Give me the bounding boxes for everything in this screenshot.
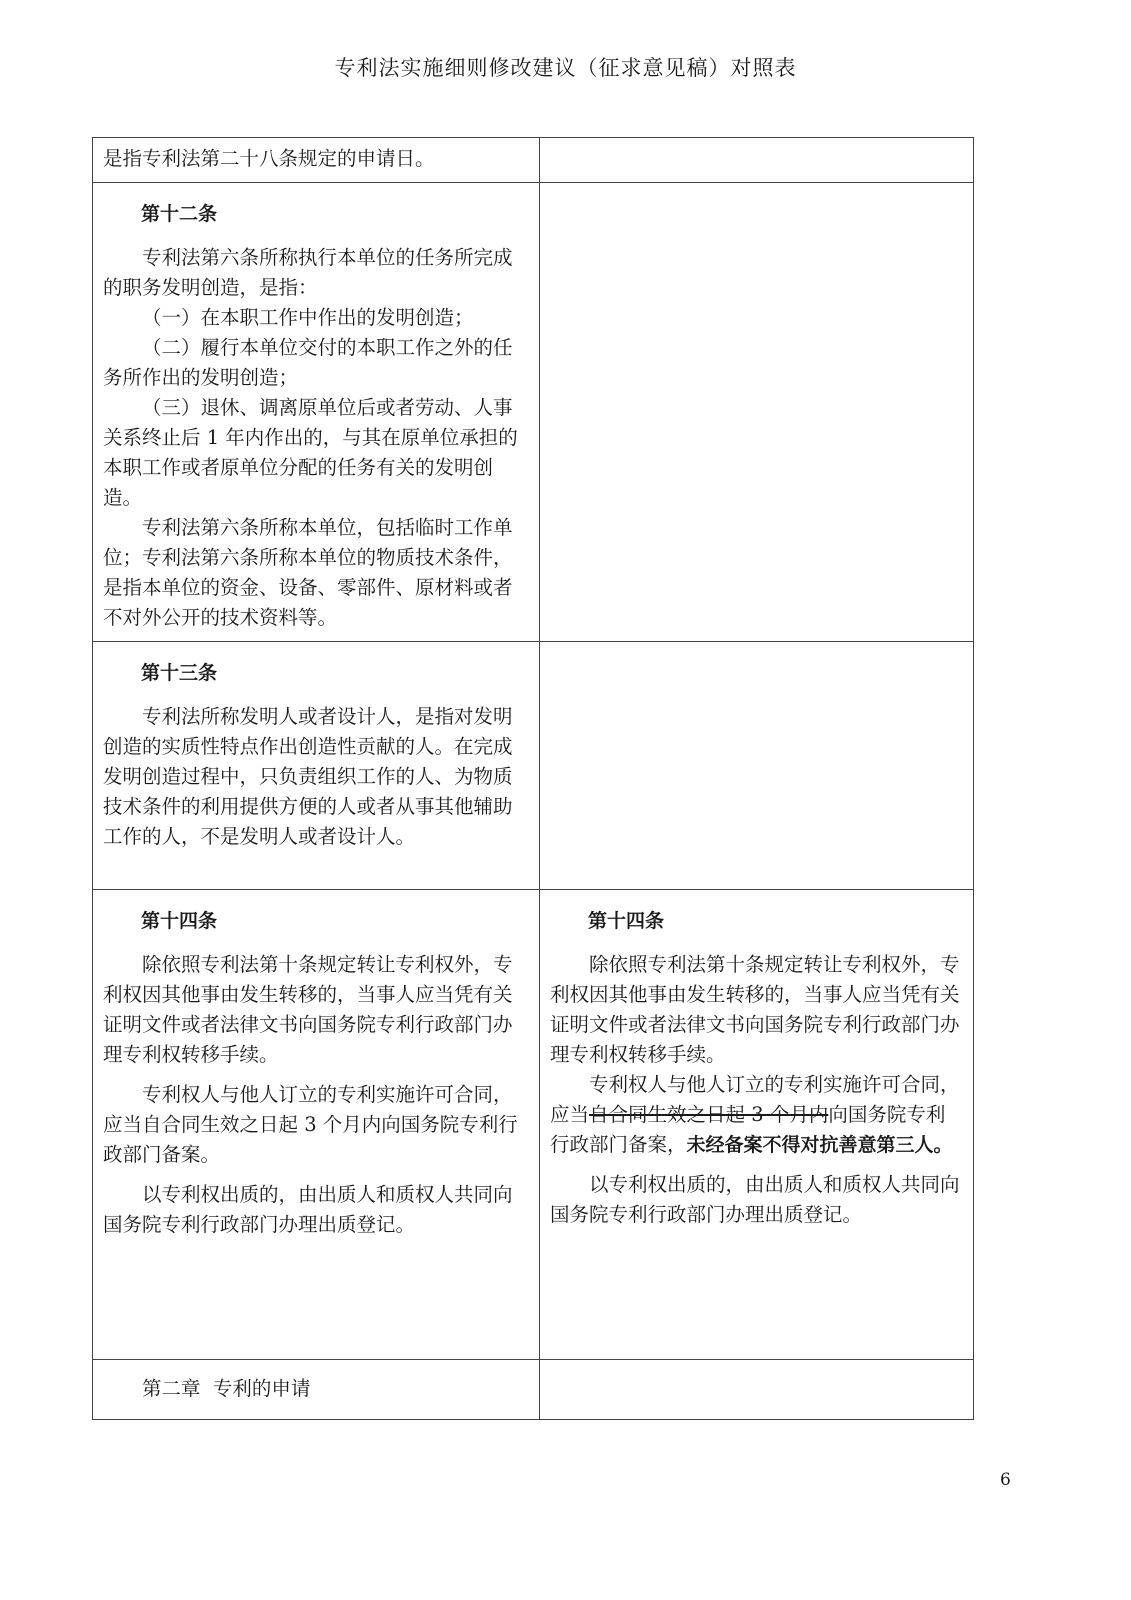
paragraph: （三）退休、调离原单位后或者劳动、人事关系终止后 1 年内作出的，与其在原单位承担的本职工作或者原单位分配的任务有关的发明创造。 (103, 396, 518, 509)
article-heading: 第十二条 (141, 203, 218, 225)
added-text: 未经备案不得对抗善意第三人。 (686, 1134, 953, 1156)
page-number: 6 (1000, 1470, 1011, 1490)
table-row (93, 890, 974, 1360)
original-cell (93, 1360, 540, 1420)
revised-cell (540, 642, 974, 890)
paragraph: 专利法第六条所称执行本单位的任务所完成的职务发明创造，是指： (103, 246, 513, 299)
paragraph: 专利法第六条所称本单位，包括临时工作单位；专利法第六条所称本单位的物质技术条件，是指本单位的资金、设备、零部件、原材料或者不对外公开的技术资料等。 (103, 516, 513, 629)
original-cell (93, 138, 540, 183)
deleted-text: 自合同生效之日起 3 个月内 (589, 1103, 829, 1126)
text-line: 是指专利法第二十八条规定的申请日。 (103, 147, 435, 170)
paragraph: 以专利权出质的，由出质人和质权人共同向国务院专利行政部门办理出质登记。 (103, 1183, 513, 1236)
paragraph: （二）履行本单位交付的本职工作之外的任务所作出的发明创造； (103, 336, 513, 389)
article-heading: 第十三条 (141, 662, 218, 684)
original-cell (93, 183, 540, 642)
revised-cell (540, 138, 974, 183)
original-cell (93, 890, 540, 1360)
original-cell (93, 642, 540, 890)
paragraph: 专利法所称发明人或者设计人，是指对发明创造的实质性特点作出创造性贡献的人。在完成发明创造过程中，只负责组织工作的人、为物质技术条件的利用提供方便的人或者从事其他辅助工作的人，不是发明人或者设计人。 (103, 705, 513, 848)
revised-cell (540, 183, 974, 642)
text-span: 向国务院专利行政部门备案， (550, 1103, 946, 1156)
table-row (93, 183, 974, 642)
comparison-table (92, 137, 974, 1420)
table-row (93, 138, 974, 183)
paragraph (550, 1070, 963, 1160)
paragraph: 除依照专利法第十条规定转让专利权外，专利权因其他事由发生转移的，当事人应当凭有关证明文件或者法律文书向国务院专利行政部门办理专利权转移手续。 (550, 953, 960, 1066)
article-heading: 第十四条 (588, 910, 665, 932)
paragraph: 专利权人与他人订立的专利实施许可合同，应当自合同生效之日起 3 个月内向国务院专利行政部门备案。 (103, 1083, 518, 1166)
table-row (93, 1360, 974, 1420)
paragraph: 以专利权出质的，由出质人和质权人共同向国务院专利行政部门办理出质登记。 (550, 1173, 960, 1226)
paragraph: 除依照专利法第十条规定转让专利权外，专利权因其他事由发生转移的，当事人应当凭有关证明文件或者法律文书向国务院专利行政部门办理专利权转移手续。 (103, 953, 513, 1066)
chapter-heading: 第二章 专利的申请 (142, 1377, 311, 1400)
document-title: 专利法实施细则修改建议（征求意见稿）对照表 (334, 56, 797, 80)
paragraph: （一）在本职工作中作出的发明创造； (142, 306, 474, 329)
text-span: 专利权人与他人订立的专利实施许可合同，应当 (550, 1073, 960, 1126)
revised-cell (540, 1360, 974, 1420)
table-row (93, 642, 974, 890)
article-heading: 第十四条 (141, 910, 218, 932)
revised-cell (540, 890, 974, 1360)
